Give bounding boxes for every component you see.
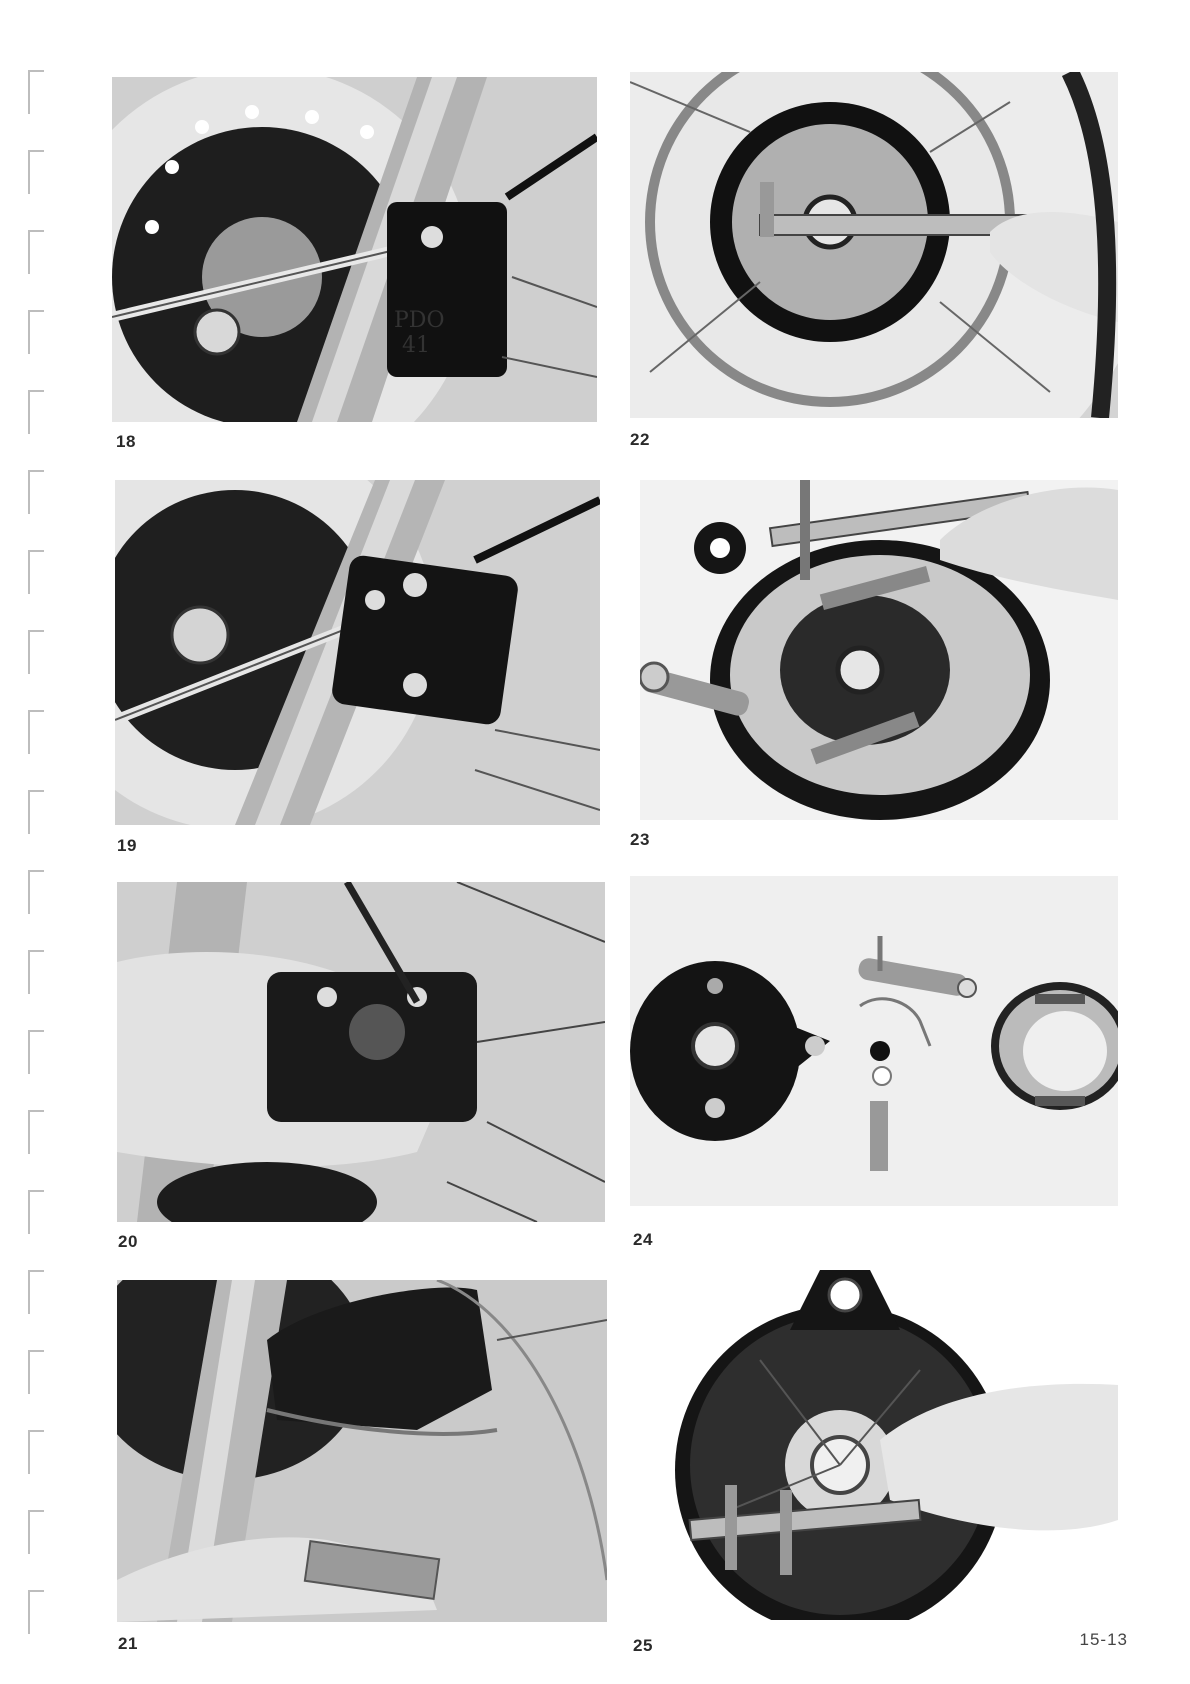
figure-22-caption: 22 [630, 430, 650, 449]
figure-22-photo [630, 72, 1118, 418]
binding-mark [28, 550, 44, 594]
figure-23-photo [640, 480, 1118, 820]
binding-mark [28, 1030, 44, 1074]
figure-25-photo [640, 1270, 1118, 1620]
figure-19-photo [115, 480, 600, 825]
binding-mark [28, 630, 44, 674]
brake-plate-measure-illustration [640, 1270, 1118, 1620]
rear-drum-illustration [630, 72, 1118, 418]
binding-mark [28, 710, 44, 754]
binding-mark [28, 1430, 44, 1474]
binding-mark [28, 1110, 44, 1154]
binding-mark [28, 390, 44, 434]
binding-mark [28, 230, 44, 274]
fork-marking-line1: PDO [394, 308, 445, 333]
figure-24-photo [630, 876, 1118, 1206]
binding-mark [28, 1270, 44, 1314]
brake-pad-removal-illustration [117, 1280, 607, 1622]
binding-mark [28, 470, 44, 514]
figure-25-caption: 25 [633, 1636, 653, 1655]
fork-marking-line2: 41 [402, 333, 430, 358]
binding-mark [28, 790, 44, 834]
figure-21-photo [117, 1280, 607, 1622]
binding-mark [28, 870, 44, 914]
binding-mark [28, 70, 44, 114]
figure-18-caption: 18 [116, 432, 136, 451]
binding-mark [28, 1190, 44, 1234]
binding-mark [28, 1510, 44, 1554]
figure-19-caption: 19 [117, 836, 137, 855]
brake-plate-parts-illustration [630, 876, 1118, 1206]
brake-shoes-illustration [640, 480, 1118, 820]
figure-23-caption: 23 [630, 830, 650, 849]
caliper-removed-illustration [115, 480, 600, 825]
binding-mark [28, 1350, 44, 1394]
binding-mark [28, 310, 44, 354]
figure-21-caption: 21 [118, 1634, 138, 1653]
figure-24-caption: 24 [633, 1230, 653, 1249]
binding-mark [28, 150, 44, 194]
figure-18-photo [112, 77, 597, 422]
binding-mark [28, 950, 44, 994]
binding-mark [28, 1590, 44, 1634]
figure-20-caption: 20 [118, 1232, 138, 1251]
figure-20-photo [117, 882, 605, 1222]
binding-holes [28, 70, 42, 1670]
page-number: 15-13 [1079, 1630, 1128, 1649]
disc-brake-illustration [112, 77, 597, 422]
caliper-in-hand-illustration [117, 882, 605, 1222]
